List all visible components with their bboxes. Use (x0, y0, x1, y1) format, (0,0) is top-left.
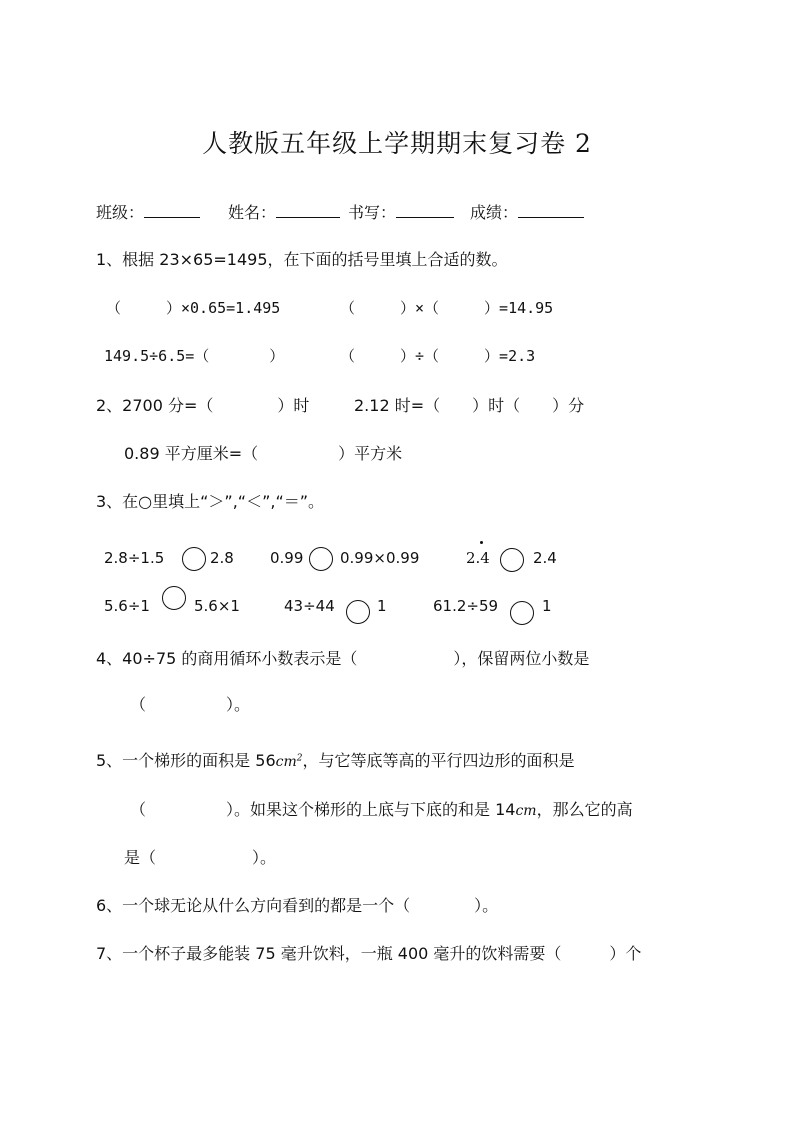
q3-d-right: 5.6×1 (194, 597, 240, 615)
writing-field (348, 200, 454, 223)
q3-c-right: 2.4 (533, 549, 557, 567)
q3-a-left: 2.8÷1.5 (104, 549, 165, 567)
q3-d-left: 5.6÷1 (104, 597, 150, 615)
q3-c-left: 2.4 (466, 549, 490, 567)
q3-e-left: 43÷44 (284, 597, 335, 615)
repeating-decimal-dot (480, 541, 483, 544)
q1-item-a: （ ）×0.65=1.495 (106, 299, 281, 317)
unit-cm: cm (515, 803, 537, 819)
q3-a-right: 2.8 (210, 549, 234, 567)
q1-item-d: （ ）÷（ ）=2.3 (340, 347, 536, 365)
score-blank[interactable] (518, 216, 584, 218)
compare-circle-e[interactable] (346, 600, 370, 624)
q3-stem: 3、在○里填上“＞”,“＜”,“＝”。 (96, 492, 325, 511)
class-blank[interactable] (144, 216, 200, 218)
q5-line1 (96, 748, 575, 771)
q3-b-left: 0.99 (270, 549, 304, 567)
q3-f-left: 61.2÷59 (433, 597, 499, 615)
q1-item-b: （ ）×（ ）=14.95 (340, 299, 554, 317)
compare-circle-b[interactable] (309, 547, 333, 571)
q5-line2-start: （ ）。如果这个梯形的上底与下底的和是 14 (130, 800, 516, 819)
q6-text: 6、一个球无论从什么方向看到的都是一个（ ）。 (96, 896, 499, 915)
q2-item-c: 0.89 平方厘米=（ ）平方米 (124, 444, 403, 463)
compare-circle-c[interactable] (500, 548, 524, 572)
compare-circle-d[interactable] (162, 586, 186, 610)
unit-exponent: 2 (296, 753, 303, 764)
q7-text: 7、一个杯子最多能装 75 毫升饮料，一瓶 400 毫升的饮料需要（ ）个 (96, 944, 642, 963)
q5-line1-end: ，与它等底等高的平行四边形的面积是 (302, 751, 575, 770)
q3-f-right: 1 (542, 597, 552, 615)
compare-circle-f[interactable] (510, 601, 534, 625)
score-field (470, 200, 584, 223)
q1-stem: 1、根据 23×65=1495，在下面的括号里填上合适的数。 (96, 250, 508, 269)
name-field (228, 200, 340, 223)
score-label: 成绩： (470, 203, 519, 222)
q4-line2: （ ）。 (130, 695, 251, 714)
class-label: 班级： (96, 203, 145, 222)
writing-label: 书写： (348, 203, 397, 222)
q3-b-right: 0.99×0.99 (340, 549, 420, 567)
page-title: 人教版五年级上学期期末复习卷 2 (202, 129, 592, 158)
name-blank[interactable] (276, 216, 340, 218)
q5-line2 (130, 797, 633, 820)
q5-line1-start: 5、一个梯形的面积是 56 (96, 751, 276, 770)
q5-line2-end: ，那么它的高 (536, 800, 633, 819)
name-label: 姓名： (228, 203, 277, 222)
unit-square-cm (276, 754, 303, 770)
compare-circle-a[interactable] (182, 547, 206, 571)
class-field (96, 200, 200, 223)
unit-cm-text: cm (275, 754, 297, 770)
q5-line3: 是（ ）。 (124, 848, 277, 867)
q3-e-right: 1 (377, 597, 387, 615)
q4-line1: 4、40÷75 的商用循环小数表示是（ ），保留两位小数是 (96, 649, 590, 668)
writing-blank[interactable] (396, 216, 454, 218)
q1-item-c: 149.5÷6.5=（ ） (104, 347, 285, 365)
q2-item-b: 2.12 时=（ ）时（ ）分 (354, 396, 585, 415)
q2-item-a: 2、2700 分=（ ）时 (96, 396, 310, 415)
